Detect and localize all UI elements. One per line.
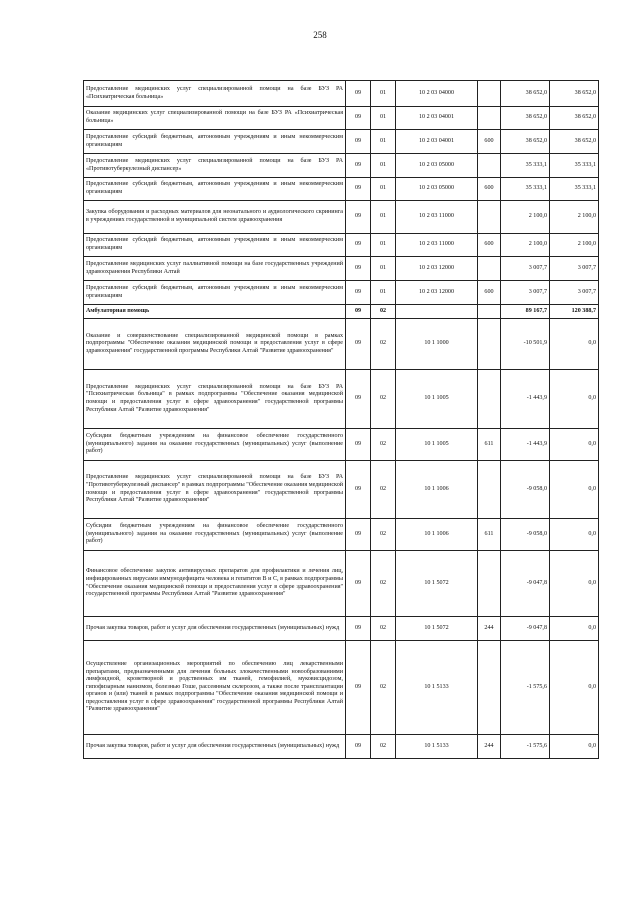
table-row — [84, 429, 599, 461]
expense-type-cell — [478, 81, 501, 107]
subsection-code-cell: 02 — [371, 429, 396, 461]
amount-cell: 38 652,0 — [501, 130, 550, 154]
amount-cell: -9 047,8 — [501, 617, 550, 641]
amount-cell: -9 058,0 — [501, 519, 550, 551]
expense-type-cell: 611 — [478, 429, 501, 461]
target-article-cell: 10 2 03 11000 — [396, 234, 478, 257]
subsection-code-cell: 01 — [371, 154, 396, 178]
amount-second-cell: 0,0 — [550, 617, 599, 641]
target-article-cell: 10 1 1006 — [396, 461, 478, 519]
row-name-cell: Предоставление субсидий бюджетным, автономным учреждениям и иным некоммерческим организациям — [84, 234, 346, 257]
amount-cell: 89 167,7 — [501, 305, 550, 319]
subsection-code-cell: 02 — [371, 319, 396, 370]
table-row — [84, 178, 599, 201]
amount-cell: -1 575,6 — [501, 641, 550, 735]
section-code-cell: 09 — [346, 641, 371, 735]
subsection-code-cell: 02 — [371, 641, 396, 735]
section-code-cell: 09 — [346, 319, 371, 370]
table-row — [84, 130, 599, 154]
row-name-cell: Субсидии бюджетным учреждениям на финансовое обеспечение государственного (муниципального) задания на оказание государственных (муниципальных) услуг (выполнение работ) — [84, 519, 346, 551]
section-code-cell: 09 — [346, 429, 371, 461]
table-row — [84, 281, 599, 305]
table-row — [84, 154, 599, 178]
expense-type-cell — [478, 641, 501, 735]
subsection-code-cell: 02 — [371, 551, 396, 617]
expense-type-cell — [478, 461, 501, 519]
amount-second-cell: 0,0 — [550, 370, 599, 429]
expense-type-cell: 611 — [478, 519, 501, 551]
amount-second-cell: 35 333,1 — [550, 178, 599, 201]
amount-cell: -1 443,9 — [501, 370, 550, 429]
expense-type-cell: 600 — [478, 234, 501, 257]
amount-second-cell: 3 007,7 — [550, 281, 599, 305]
subsection-code-cell: 01 — [371, 201, 396, 234]
expense-type-cell — [478, 319, 501, 370]
amount-second-cell: 0,0 — [550, 641, 599, 735]
amount-cell: 2 100,0 — [501, 234, 550, 257]
table-row — [84, 201, 599, 234]
amount-cell: -9 047,8 — [501, 551, 550, 617]
subsection-code-cell: 01 — [371, 81, 396, 107]
amount-cell: 3 007,7 — [501, 281, 550, 305]
row-name-cell: Предоставление медицинских услуг специализированной помощи на базе БУЗ РА «Противотуберкулезный диспансер» — [84, 154, 346, 178]
table-row — [84, 257, 599, 281]
row-name-cell: Оказание и совершенствование специализированной медицинской помощи в рамках подпрограммы "Обеспечение оказания медицинской помощи и предоставления услуг в сфере здравоохранения" государственной программы Республики Алтай "Развитие здравоохранения" — [84, 319, 346, 370]
expense-type-cell — [478, 154, 501, 178]
expense-type-cell — [478, 305, 501, 319]
row-name-cell: Осуществление организационных мероприятий по обеспечению лиц лекарственными препаратами, предназначенными для лечения больных злокачественными новообразованиями лимфоидной, кроветворной и родственных им тканей, гемофилией, муковисцидозом, гипофизарным нанизмом, болезнью Гоше, рассеянным склерозом, а также после трансплантации органов и (или) тканей в рамках подпрограммы "Обеспечение оказания медицинской помощи и предоставления услуг в сфере здравоохранения" государственной программы Республики Алтай "Развитие здравоохранения" — [84, 641, 346, 735]
amount-cell: -1 443,9 — [501, 429, 550, 461]
expense-type-cell: 600 — [478, 130, 501, 154]
section-code-cell: 09 — [346, 551, 371, 617]
subsection-code-cell: 01 — [371, 234, 396, 257]
target-article-cell: 10 1 1006 — [396, 519, 478, 551]
section-code-cell: 09 — [346, 178, 371, 201]
subsection-code-cell: 01 — [371, 178, 396, 201]
row-name-cell: Предоставление медицинских услуг специализированной помощи на базе БУЗ РА "Противотуберкулезный диспансер" в рамках подпрограммы "Обеспечение оказания медицинской помощи и предоставления услуг в сфере здравоохранения" государственной программы Республики Алтай "Развитие здравоохранения" — [84, 461, 346, 519]
expense-type-cell — [478, 370, 501, 429]
target-article-cell: 10 1 5072 — [396, 551, 478, 617]
expense-type-cell — [478, 201, 501, 234]
amount-cell: -9 058,0 — [501, 461, 550, 519]
amount-cell: 38 652,0 — [501, 81, 550, 107]
row-name-cell: Предоставление медицинских услуг паллиативной помощи на базе государственных учреждений здравоохранения Республики Алтай — [84, 257, 346, 281]
section-code-cell: 09 — [346, 81, 371, 107]
row-name-cell: Оказание медицинских услуг специализированной помощи на базе БУЗ РА «Психиатрическая больница» — [84, 107, 346, 130]
subsection-code-cell: 02 — [371, 617, 396, 641]
amount-cell: 3 007,7 — [501, 257, 550, 281]
section-code-cell: 09 — [346, 370, 371, 429]
amount-second-cell: 2 100,0 — [550, 201, 599, 234]
amount-second-cell: 3 007,7 — [550, 257, 599, 281]
section-code-cell: 09 — [346, 281, 371, 305]
target-article-cell: 10 2 03 05000 — [396, 178, 478, 201]
section-code-cell: 09 — [346, 305, 371, 319]
row-name-cell: Субсидии бюджетным учреждениям на финансовое обеспечение государственного (муниципального) задания на оказание государственных (муниципальных) услуг (выполнение работ) — [84, 429, 346, 461]
amount-second-cell: 120 388,7 — [550, 305, 599, 319]
table-row — [84, 461, 599, 519]
expense-type-cell: 244 — [478, 617, 501, 641]
subsection-code-cell: 02 — [371, 735, 396, 759]
section-code-cell: 09 — [346, 107, 371, 130]
table-row — [84, 234, 599, 257]
section-code-cell: 09 — [346, 617, 371, 641]
section-code-cell: 09 — [346, 234, 371, 257]
table-row — [84, 107, 599, 130]
subsection-code-cell: 02 — [371, 305, 396, 319]
table-row — [84, 370, 599, 429]
amount-cell: 2 100,0 — [501, 201, 550, 234]
amount-second-cell: 38 652,0 — [550, 107, 599, 130]
amount-second-cell: 0,0 — [550, 735, 599, 759]
table-row — [84, 519, 599, 551]
target-article-cell: 10 1 5072 — [396, 617, 478, 641]
target-article-cell: 10 1 1000 — [396, 319, 478, 370]
target-article-cell: 10 2 03 04001 — [396, 130, 478, 154]
section-code-cell: 09 — [346, 201, 371, 234]
row-name-cell: Закупка оборудования и расходных материалов для неонатального и аудиологического скрининга в учреждениях государственной и муниципальной систем здравоохранения — [84, 201, 346, 234]
target-article-cell: 10 2 03 04001 — [396, 107, 478, 130]
row-name-cell: Предоставление субсидий бюджетным, автономным учреждениям и иным некоммерческим организациям — [84, 178, 346, 201]
subsection-code-cell: 01 — [371, 130, 396, 154]
row-name-cell: Прочая закупка товаров, работ и услуг для обеспечения государственных (муниципальных) нужд — [84, 617, 346, 641]
section-code-cell: 09 — [346, 461, 371, 519]
amount-second-cell: 0,0 — [550, 461, 599, 519]
table-row — [84, 551, 599, 617]
amount-second-cell: 38 652,0 — [550, 81, 599, 107]
budget-table — [83, 80, 599, 759]
subsection-code-cell: 02 — [371, 370, 396, 429]
subsection-code-cell: 01 — [371, 107, 396, 130]
amount-second-cell: 0,0 — [550, 551, 599, 617]
table-row — [84, 319, 599, 370]
section-code-cell: 09 — [346, 735, 371, 759]
subsection-code-cell: 01 — [371, 257, 396, 281]
target-article-cell: 10 2 03 05000 — [396, 154, 478, 178]
target-article-cell: 10 2 03 11000 — [396, 201, 478, 234]
amount-second-cell: 35 333,1 — [550, 154, 599, 178]
amount-cell: 38 652,0 — [501, 107, 550, 130]
target-article-cell: 10 1 5133 — [396, 735, 478, 759]
row-name-cell: Предоставление субсидий бюджетным, автономным учреждениям и иным некоммерческим организациям — [84, 130, 346, 154]
expense-type-cell — [478, 551, 501, 617]
row-name-cell: Предоставление медицинских услуг специализированной помощи на базе БУЗ РА «Психиатрическая больница» — [84, 81, 346, 107]
target-article-cell: 10 1 1005 — [396, 429, 478, 461]
amount-cell: -10 501,9 — [501, 319, 550, 370]
expense-type-cell: 244 — [478, 735, 501, 759]
expense-type-cell — [478, 107, 501, 130]
amount-cell: 35 333,1 — [501, 178, 550, 201]
row-name-cell: Предоставление субсидий бюджетным, автономным учреждениям и иным некоммерческим организациям — [84, 281, 346, 305]
expense-type-cell: 600 — [478, 281, 501, 305]
table-row — [84, 617, 599, 641]
amount-cell: -1 575,6 — [501, 735, 550, 759]
table-row — [84, 735, 599, 759]
section-code-cell: 09 — [346, 257, 371, 281]
subsection-code-cell: 02 — [371, 461, 396, 519]
section-code-cell: 09 — [346, 130, 371, 154]
expense-type-cell: 600 — [478, 178, 501, 201]
target-article-cell: 10 2 03 12000 — [396, 281, 478, 305]
amount-second-cell: 2 100,0 — [550, 234, 599, 257]
amount-second-cell: 38 652,0 — [550, 130, 599, 154]
section-code-cell: 09 — [346, 519, 371, 551]
row-name-cell: Амбулаторная помощь — [84, 305, 346, 319]
amount-second-cell: 0,0 — [550, 429, 599, 461]
row-name-cell: Предоставление медицинских услуг специализированной помощи на базе БУЗ РА "Психиатрическая больница" в рамках подпрограммы "Обеспечение оказания медицинской помощи и предоставления услуг в сфере здравоохранения" государственной программы Республики Алтай "Развитие здравоохранения" — [84, 370, 346, 429]
subsection-code-cell: 01 — [371, 281, 396, 305]
table-row — [84, 641, 599, 735]
amount-cell: 35 333,1 — [501, 154, 550, 178]
target-article-cell: 10 1 1005 — [396, 370, 478, 429]
table-row — [84, 305, 599, 319]
target-article-cell: 10 1 5133 — [396, 641, 478, 735]
page-number: 258 — [313, 30, 327, 40]
amount-second-cell: 0,0 — [550, 519, 599, 551]
target-article-cell — [396, 305, 478, 319]
target-article-cell: 10 2 03 12000 — [396, 257, 478, 281]
subsection-code-cell: 02 — [371, 519, 396, 551]
section-code-cell: 09 — [346, 154, 371, 178]
table-row — [84, 81, 599, 107]
row-name-cell: Прочая закупка товаров, работ и услуг для обеспечения государственных (муниципальных) нужд — [84, 735, 346, 759]
row-name-cell: Финансовое обеспечение закупок антивирусных препаратов для профилактики и лечения лиц, инфицированных вирусами иммунодефицита человека и гепатитов B и C, в рамках подпрограммы "Обеспечение оказания медицинской помощи и предоставления услуг в сфере здравоохранения" государственной программы Республики Алтай "Развитие здравоохранения" — [84, 551, 346, 617]
expense-type-cell — [478, 257, 501, 281]
amount-second-cell: 0,0 — [550, 319, 599, 370]
target-article-cell: 10 2 03 04000 — [396, 81, 478, 107]
